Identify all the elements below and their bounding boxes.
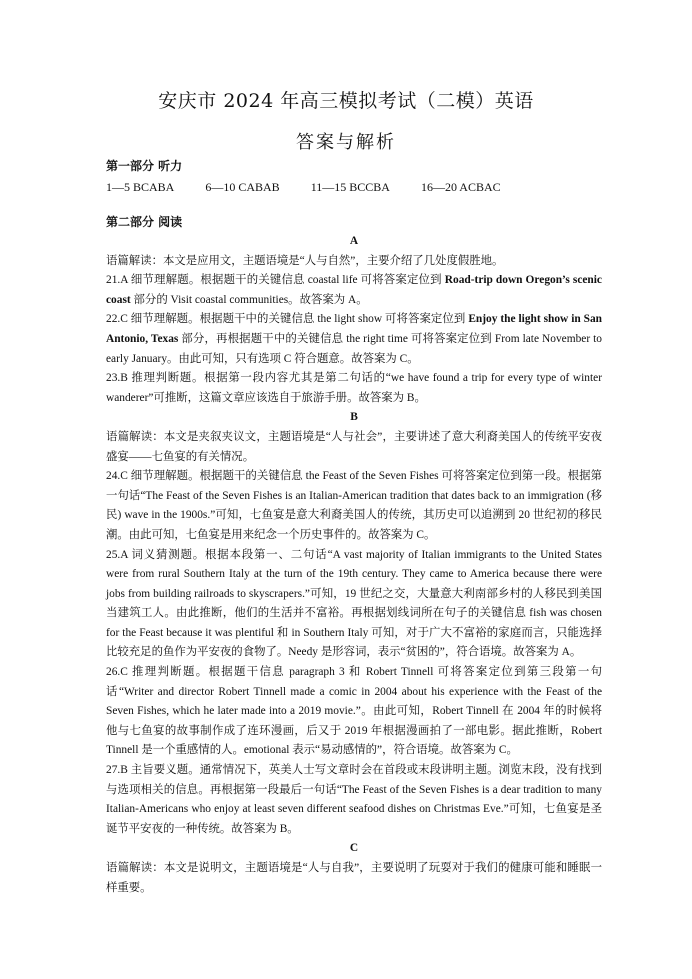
- passage-a-label: A: [349, 235, 359, 247]
- passage-b-intro: 语篇解读：本文是夹叙夹议文，主题语境是“人与社会”，主要讲述了意大利裔美国人的传统平安夜盛宴——七鱼宴的有关情况。: [106, 430, 602, 463]
- q24-explanation: 24.C 细节理解题。根据题干的关键信息 the Feast of the Seven Fishes 可将答案定位到第一段。根据第一句话“The Feast of the Seven Fishes is an Italian-American tradition that dates back to an immigration (移民) wave in the 1900s.”可知，七鱼宴是意大利裔美国人的传统，其历史可以追溯到 20 世纪初的移民潮。由此可知，七鱼宴是用来纪念一个历史事件的。故答案为 C。: [106, 470, 602, 541]
- passage-c-intro: 语篇解读：本文是说明文，主题语境是“人与自我”，主要说明了玩耍对于我们的健康可能和睡眠一样重要。: [106, 862, 602, 894]
- reading-explanations: [106, 232, 602, 898]
- part2-heading: 第二部分 阅读: [106, 215, 183, 229]
- answer-group: 16—20 ACBAC: [420, 180, 501, 194]
- q26-explanation: 26.C 推理判断题。根据题干信息 paragraph 3 和 Robert Tinnell 可将答案定位到第三段第一句话“Writer and director Robert Tinnell made a comic in 2004 about his experience with the Feast of the Seven Fishes, which he later made into a 2019 movie.”。由此可知，Robert Tinnell 在 2004 年的时候将他与七鱼宴的故事制作成了连环漫画，后又于 2019 年根据漫画拍了一部电影。据此推断，Robert Tinnell 是一个重感情的人。emotional 表示“易动感情的”，符合语境。故答案为 C。: [106, 666, 602, 757]
- passage-b-label: B: [350, 411, 358, 424]
- passage-a-intro: 语篇解读：本文是应用文，主题语境是“人与自然”，主要介绍了几处度假胜地。: [106, 254, 504, 267]
- document-subtitle: 答案与解析: [296, 132, 396, 153]
- passage-c-label: C: [349, 842, 359, 855]
- answer-group: 11—15 BCCBA: [310, 180, 390, 194]
- q27-explanation: 27.B 主旨要义题。通常情况下，英美人士写文章时会在首段或末段讲明主题。浏览末段，没有找到与选项相关的信息。再根据第一段最后一句话“The Feast of the Seven Fishes is a dear tradition to many Italian-Americans who enjoy at least seven different seafood dishes on Christmas Eve.”可知，七鱼宴是圣诞节平安夜的一种传统。故答案为 B。: [106, 764, 602, 835]
- q23-explanation: 23.B 推理判断题。根据第一段内容尤其是第二句话的“we have found a trip for every type of winter wanderer”可推断，这篇文章应该选自于旅游手册。故答案为 B。: [106, 372, 602, 404]
- answer-group: 1—5 BCABA: [106, 180, 175, 194]
- listening-answers: [106, 180, 529, 195]
- document-title: 安庆市 2024 年高三模拟考试（二模）英语: [158, 90, 534, 112]
- q22-explanation: 22.C 细节理解题。根据题干中的关键信息 the light show 可将答案定位到 Enjoy the light show in San Antonio, Texas 部分，再根据题干中的关键信息 the right time 可将答案定位到 From late November to early January。由此可知，只有选项 C 符合题意。故答案为 C。: [106, 313, 602, 365]
- answer-group: 6—10 CABAB: [205, 180, 280, 194]
- q21-explanation: 21.A 细节理解题。根据题干的关键信息 coastal life 可将答案定位到 Road-trip down Oregon’s scenic coast 部分的 Visit coastal communities。故答案为 A。: [106, 274, 602, 306]
- q25-explanation: 25.A 词义猜测题。根据本段第一、二句话“A vast majority of Italian immigrants to the United States were from rural Southern Italy at the turn of the 19th century. They came to America because there were jobs from building railroads to skyscrapers.”可知，19 世纪之交，大量意大利南部乡村的人移民到美国当建筑工人。由此推断，他们的生活并不富裕。再根据划线词所在句子的关键信息 fish was chosen for the Feast because it was plentiful 和 in Southern Italy 可知，对于广大不富裕的家庭而言，只能选择比较充足的鱼作为平安夜的食物了。Needy 是形容词，表示“贫困的”，符合语境。故答案为 A。: [106, 548, 602, 659]
- part1-heading: 第一部分 听力: [106, 159, 183, 173]
